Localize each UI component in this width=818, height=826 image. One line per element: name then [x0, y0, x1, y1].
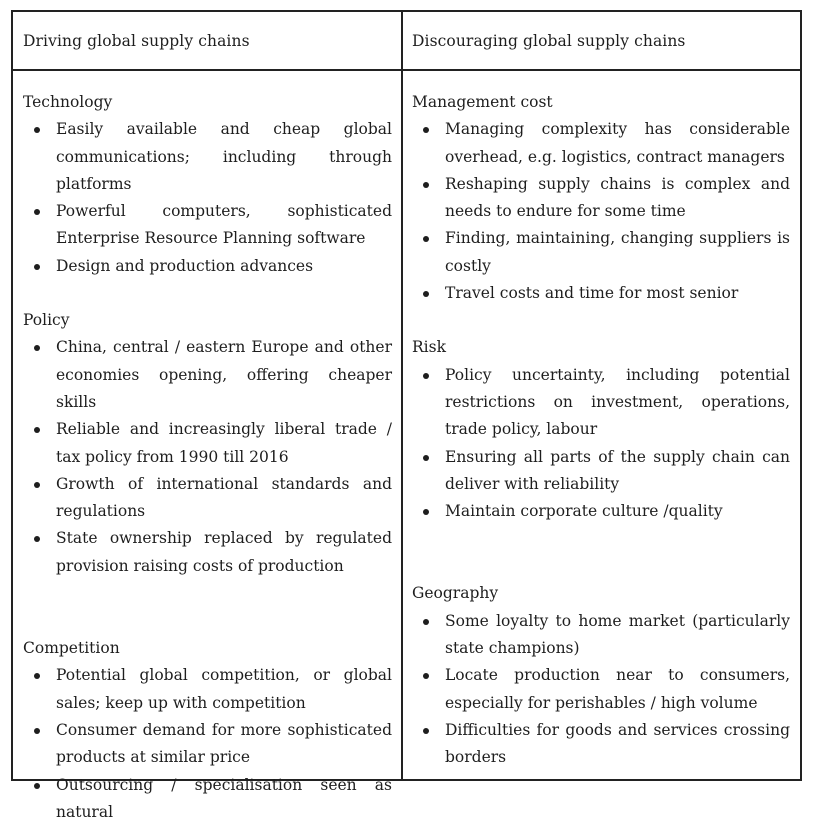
list-item: Policy uncertainty, including potential restrictions on investment, operations, trade policy, labour	[412, 362, 790, 444]
list-item: Reliable and increasingly liberal trade / tax policy from 1990 till 2016	[23, 416, 392, 471]
list-item: Growth of international standards and regulations	[23, 471, 392, 526]
discouraging-column	[412, 89, 790, 772]
list-item: Locate production near to consumers, especially for perishables / high volume	[412, 662, 790, 717]
list-item: China, central / eastern Europe and other economies opening, offering cheaper skills	[23, 334, 392, 416]
list-item: Difficulties for goods and services crossing borders	[412, 717, 790, 772]
section-title: Competition	[23, 639, 120, 658]
list-item: Travel costs and time for most senior	[412, 280, 790, 307]
bullet-list	[23, 116, 392, 280]
bullet-list	[23, 334, 392, 580]
list-item: Design and production advances	[23, 253, 392, 280]
list-item: Maintain corporate culture /quality	[412, 498, 790, 525]
list-item: State ownership replaced by regulated provision raising costs of production	[23, 525, 392, 580]
bullet-list	[23, 662, 392, 826]
driving-column	[23, 89, 392, 826]
column-divider	[401, 12, 403, 779]
section-competition	[23, 635, 392, 826]
list-item: Some loyalty to home market (particularly state champions)	[412, 608, 790, 663]
section-title: Technology	[23, 93, 113, 111]
section-title: Geography	[412, 584, 499, 603]
list-item: Easily available and cheap global communications; including through platforms	[23, 116, 392, 198]
section-policy	[23, 307, 392, 580]
list-item: Outsourcing / specialisation seen as natural	[23, 772, 392, 826]
list-item: Potential global competition, or global sales; keep up with competition	[23, 662, 392, 717]
section-geography	[412, 580, 790, 771]
list-item: Consumer demand for more sophisticated products at similar price	[23, 717, 392, 772]
bullet-list	[412, 362, 790, 526]
section-risk	[412, 334, 790, 525]
comparison-table	[11, 10, 802, 821]
list-item: Powerful computers, sophisticated Enterprise Resource Planning software	[23, 198, 392, 253]
section-title: Risk	[412, 338, 446, 357]
list-item: Reshaping supply chains is complex and needs to endure for some time	[412, 171, 790, 226]
header-divider	[13, 69, 800, 71]
section-management-cost	[412, 89, 790, 307]
list-item: Finding, maintaining, changing suppliers is costly	[412, 225, 790, 280]
header-driving: Driving global supply chains	[23, 32, 250, 50]
list-item: Ensuring all parts of the supply chain can deliver with reliability	[412, 444, 790, 499]
section-title: Policy	[23, 311, 70, 330]
header-discouraging: Discouraging global supply chains	[412, 32, 686, 50]
list-item: Managing complexity has considerable overhead, e.g. logistics, contract managers	[412, 116, 790, 171]
bullet-list	[412, 608, 790, 772]
section-title: Management cost	[412, 93, 553, 111]
bullet-list	[412, 116, 790, 307]
section-technology	[23, 89, 392, 280]
